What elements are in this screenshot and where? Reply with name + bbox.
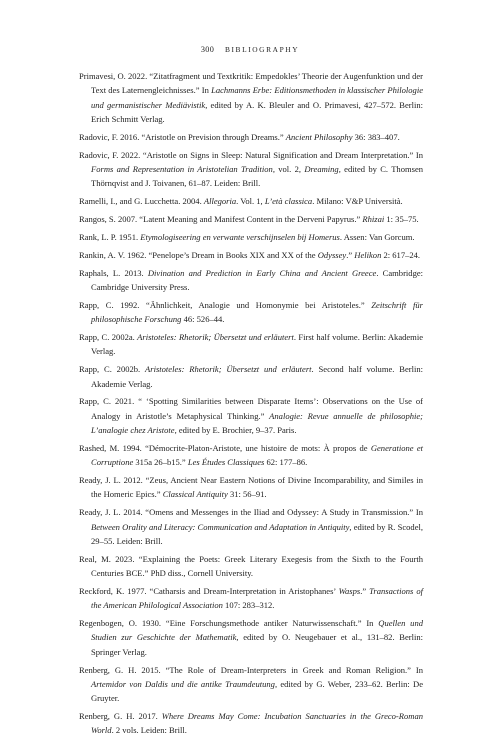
entry-italic-segment: Dreaming [304,163,339,174]
entry-text-segment: Real, M. 2023. “Explaining the Poets: Greek Literary Exegesis from the Sixth to the Fourth Centuries BCE.” PhD diss., Cornell University. [79,553,423,579]
entry-text-segment: Regenbogen, O. 1930. “Eine Forschungsmethode antiker Naturwissenschaft.” In [79,618,379,629]
page-number: 300 [200,45,215,54]
entry-italic-segment: Between Orality and Literacy: Communication and Adaptation in Antiquity [91,521,350,532]
entry-italic-segment: Analogie: Revue annuelle de philosophie; L’analogie chez Aristote [91,410,424,436]
entry-text-segment: Rapp, C. 2002a. [79,332,138,343]
entry-text-segment: . Vol. 1, [236,196,265,207]
entry-text-segment: Rapp, C. 2002b. [79,364,146,375]
entry-italic-segment: Ancient Philosophy [285,131,353,142]
entry-text-segment: , edited by C. Thomsen Thörnqvist and J. Toivanen, 61–87. Leiden: Brill. [91,163,424,189]
entry-text-segment: 1: 35–75. [384,214,419,225]
bibliography-entry [79,709,423,738]
entry-text-segment: . Second half volume. Berlin: Akademie Verlag. [91,364,423,389]
entry-italic-segment: Where Dreams May Come: Incubation Sanctuaries in the Greco-Roman World [91,711,423,736]
bibliography-entry [79,69,423,126]
bibliography-entry [79,552,423,581]
entry-text-segment: .” [346,249,355,260]
entry-text-segment: 31: 56–91. [227,489,267,500]
entry-text-segment: Rank, L. P. 1951. [79,231,141,242]
entry-text-segment: 46: 526–44. [181,314,225,325]
running-head-title: BIBLIOGRAPHY [224,45,300,54]
entry-italic-segment: Generatione et Corruptione [91,442,424,468]
bibliography-entry [79,473,423,502]
entry-text-segment: . Assen: Van Gorcum. [339,231,415,242]
bibliography-entry [79,330,423,359]
entry-italic-segment: Aristoteles: Rhetorik; Übersetzt und erläutert [137,332,294,343]
entry-text-segment: Primavesi, O. 2022. “Zitatfragment und Textkritik: Empedokles’ Theorie der Augenfunktion und der Text des Laternengleichnisses.” In [79,71,423,96]
entry-text-segment: Ready, J. L. 2012. “Zeus, Ancient Near Eastern Notions of Divine Incomparability, and Similes in the Homeric Epics.” [79,475,423,500]
entry-text-segment: Renberg, G. H. 2015. “The Role of Dream-Interpreters in Greek and Roman Religion.” In [79,664,423,675]
entry-italic-segment: Les Études Classiques [187,457,265,468]
entry-italic-segment: Aristoteles: Rhetorik; Übersetzt und erläutert [145,364,312,375]
entry-italic-segment: Artemidor von Daldis und die antike Traumdeutung [91,678,275,689]
bibliography-entry [79,441,423,470]
entry-italic-segment: Transactions of the American Philological Association [91,586,423,611]
entry-text-segment: Radovic, F. 2022. “Aristotle on Signs in Sleep: Natural Signification and Dream Interpretation.” In [79,149,423,160]
bibliography-entry [79,248,423,262]
bibliography-entry [79,616,423,659]
entry-text-segment: Rankin, A. V. 1962. “Penelope’s Dream in Books XIX and XX of the [79,249,318,260]
entry-text-segment: 36: 383–407. [352,131,400,142]
entry-text-segment: Reckford, K. 1977. “Catharsis and Dream-Interpretation in Aristophanes’ [79,586,339,596]
bibliography-entry [79,230,423,244]
entry-italic-segment: L’età classica [264,196,313,207]
entry-text-segment: , edited by O. Neugebauer et al., 131–82. Berlin: Springer Verlag. [91,632,423,657]
entry-text-segment: , edited by A. K. Bleuler and O. Primavesi, 427–572. Berlin: Erich Schmitt Verlag. [91,99,423,124]
entry-text-segment: Rashed, M. 1994. “Démocrite-Platon-Aristote, une histoire de mots: À propos de [79,442,371,453]
bibliography-entry [79,266,423,295]
entry-text-segment: . 2 vols. Leiden: Brill. [111,725,187,736]
entry-text-segment: Raphals, L. 2013. [79,267,148,278]
entry-text-segment: . Cambridge: Cambridge University Press. [91,267,424,293]
bibliography-entry [79,394,423,437]
entry-text-segment: 2: 617–24. [381,249,421,260]
bibliography-entry [79,298,423,327]
entry-text-segment: , edited by G. Weber, 233–62. Berlin: De Gruyter. [91,678,423,704]
entry-italic-segment: Zeitschrift für philosophische Forschung [91,299,423,325]
entry-text-segment: Radovic, F. 2016. “Aristotle on Prevision through Dreams.” [79,131,286,142]
entry-text-segment: Ramelli, I., and G. Lucchetta. 2004. [79,196,204,207]
bibliography-entry [79,194,423,208]
bibliography-entry [79,362,423,391]
bibliography-entry [79,148,423,191]
entry-text-segment: Rangos, S. 2007. “Latent Meaning and Manifest Content in the Derveni Papyrus.” [79,214,363,225]
entry-italic-segment: Rhizai [362,214,385,225]
bibliography-entry [79,505,423,548]
entry-italic-segment: Classical Antiquity [162,489,228,500]
entry-text-segment: .” [360,586,370,596]
entry-text-segment: , edited by R. Scodel, 29–55. Leiden: Brill. [91,521,423,546]
entry-text-segment: . First half volume. Berlin: Akademie Verlag. [91,332,424,357]
entry-text-segment: Ready, J. L. 2014. “Omens and Messenges in the Iliad and Odyssey: A Study in Transmission.” In [79,507,423,518]
entry-italic-segment: Wasps [338,586,361,596]
entry-italic-segment: Lachmanns Erbe: Editionsmethoden in klassischer Philologie und germanistischer Mediävistik [91,85,423,110]
bibliography-entry [79,584,423,613]
entry-text-segment: . Milano: V&P Università. [312,196,403,207]
entry-text-segment: , edited by E. Brochier, 9–37. Paris. [174,425,297,436]
entry-italic-segment: Allegoria [203,196,237,207]
entry-italic-segment: Etymologiseering en verwante verschijnselen bij Homerus [140,231,340,242]
entry-text-segment: Renberg, G. H. 2017. [79,711,162,722]
entry-text-segment: , vol. 2, [272,163,305,174]
entry-italic-segment: Divination and Prediction in Early China and Ancient Greece [147,267,377,278]
entry-text-segment: 315a 26–b15.” [133,457,188,468]
entry-italic-segment: Quellen und Studien zur Geschichte der Mathematik [91,618,424,643]
bibliography-entry [79,130,423,144]
entry-text-segment: 62: 177–86. [264,457,308,468]
entry-text-segment: Rapp, C. 1992. “Ähnlichkeit, Analogie und Homonymie bei Aristoteles.” [79,299,372,310]
entry-text-segment: 107: 283–312. [222,600,275,611]
entry-italic-segment: Odyssey [317,249,347,260]
entry-text-segment: Rapp, C. 2021. “ ‘Spotting Similarities between Disparate Items’: Observations on the Use of Analogy in Aristotle’s Metaphysical Thinking.” [79,396,423,421]
entry-italic-segment: Helikon [354,249,382,260]
bibliography-entry [79,663,423,706]
bibliography-list [79,69,423,741]
running-head [0,45,500,54]
entry-italic-segment: Forms and Representation in Aristotelian Tradition [91,163,273,174]
bibliography-entry [79,212,423,226]
